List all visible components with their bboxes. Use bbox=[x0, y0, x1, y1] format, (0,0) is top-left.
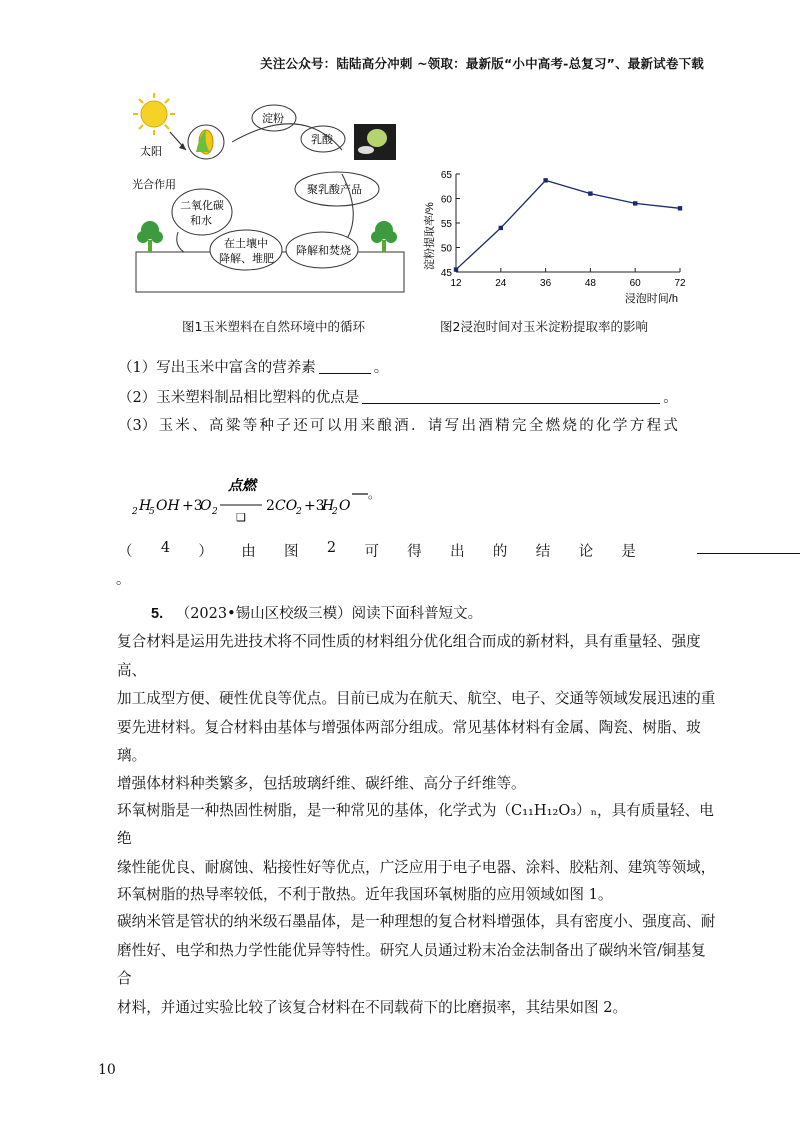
question-char: 结 bbox=[535, 544, 551, 560]
question-char: 方 bbox=[629, 418, 645, 434]
question-char: 以 bbox=[326, 418, 342, 434]
figure1-caption: 图1玉米塑料在自然环境中的循环 bbox=[182, 319, 365, 334]
eq-H: H bbox=[139, 498, 152, 514]
x-tick-label: 48 bbox=[584, 278, 596, 289]
eq-plus2: +3 bbox=[304, 498, 325, 514]
question-char: 来 bbox=[360, 418, 375, 434]
eq-sub2c: 2 bbox=[296, 507, 302, 517]
figure2-caption: 图2浸泡时间对玉米淀粉提取率的影响 bbox=[440, 319, 648, 334]
question-char: 精 bbox=[495, 418, 510, 434]
question-char: ． bbox=[410, 418, 426, 434]
y-tick-label: 50 bbox=[440, 243, 452, 255]
eq-O2: O bbox=[339, 498, 351, 514]
question-char: 由 bbox=[241, 544, 256, 560]
question-char: 米 bbox=[175, 418, 190, 434]
article-line: 复合材料是运用先进技术将不同性质的材料组分优化组合而成的新材料，具有重量轻、强度高、 bbox=[117, 633, 701, 679]
question-char: 可 bbox=[364, 544, 379, 560]
y-tick-label: 45 bbox=[440, 268, 452, 279]
starch-extraction-chart bbox=[418, 160, 688, 310]
question-char: （ bbox=[118, 544, 133, 560]
period: 。 bbox=[373, 360, 389, 376]
question-3 bbox=[118, 414, 678, 435]
eq-OH: OH bbox=[156, 498, 180, 514]
question-char: 论 bbox=[578, 544, 594, 560]
eq-placeholder-box: ❑ bbox=[236, 511, 246, 524]
pla-product-label: 聚乳酸产品 bbox=[307, 184, 362, 196]
question-char: 完 bbox=[511, 418, 527, 434]
answer-blank[interactable] bbox=[319, 359, 371, 374]
x-tick-label: 12 bbox=[450, 278, 462, 289]
eq-sub2d: 2 bbox=[332, 507, 338, 517]
section-5-source: （2023•锡山区校级三模）阅读下面科普短文。 bbox=[175, 606, 483, 622]
section-5-heading bbox=[151, 602, 482, 623]
question-char: 4 bbox=[160, 540, 171, 556]
x-tick-label: 60 bbox=[629, 278, 641, 289]
question-char: 等 bbox=[242, 418, 258, 434]
question-char: 可 bbox=[310, 418, 325, 434]
x-tick-label: 36 bbox=[540, 278, 552, 289]
tree-icon bbox=[137, 221, 163, 252]
y-tick-label: 55 bbox=[440, 219, 452, 230]
question-char: 的 bbox=[579, 418, 594, 434]
answer-blank[interactable] bbox=[362, 389, 660, 404]
eq-tail: 。 bbox=[368, 487, 381, 501]
question-char: 是 bbox=[621, 544, 636, 560]
eq-sub2: 2 bbox=[132, 507, 138, 517]
question-1-text: （1）写出玉米中富含的营养素 bbox=[118, 360, 316, 376]
sun-label: 太阳 bbox=[140, 146, 162, 158]
question-2 bbox=[118, 386, 678, 407]
question-char: （3） bbox=[118, 418, 157, 434]
question-char: 出 bbox=[450, 544, 465, 560]
question-char: 请 bbox=[427, 418, 443, 434]
soil-label-1: 在土壤中 bbox=[224, 238, 268, 250]
question-char: 写 bbox=[444, 418, 460, 434]
eq-CO: CO bbox=[275, 498, 298, 514]
pla-product-photo bbox=[354, 124, 396, 160]
question-char: 粱 bbox=[225, 418, 241, 434]
article-line: 要先进材料。复合材料由基体与增强体两部分组成。常见基体材料有金属、陶瓷、树脂、玻璃。 bbox=[117, 718, 701, 764]
article-line: 增强体材料种类繁多，包括玻璃纤维、碳纤维、高分子纤维等。 bbox=[117, 774, 526, 792]
eq-condition: 点燃 bbox=[228, 478, 256, 494]
section-5-number: 5. bbox=[151, 606, 164, 622]
y-axis-label: 淀粉提取率/% bbox=[424, 202, 436, 270]
question-char: 出 bbox=[461, 418, 476, 434]
question-char: 程 bbox=[646, 418, 662, 434]
degrade-burn-label: 降解和焚烧 bbox=[296, 245, 351, 257]
page-number: 10 bbox=[98, 1062, 116, 1078]
data-point bbox=[588, 191, 592, 195]
article-line: 环氧树脂的热导率较低，不利于散热。近年我国环氧树脂的应用领域如图 1。 bbox=[117, 886, 613, 903]
question-char: 得 bbox=[407, 544, 422, 560]
article-line: 碳纳米管是管状的纳米级石墨晶体，是一种理想的复合材料增强体，具有密度小、强度高、耐 bbox=[117, 913, 716, 930]
question-char: 化 bbox=[596, 418, 611, 434]
tree-icon bbox=[371, 221, 397, 252]
question-char: 酒 bbox=[478, 418, 493, 434]
question-char: 式 bbox=[663, 418, 678, 434]
data-point bbox=[499, 226, 503, 230]
question-char: 玉 bbox=[158, 418, 174, 434]
co2-water-label-1: 二氧化碳 bbox=[180, 200, 224, 212]
sun-icon bbox=[133, 93, 175, 135]
period: 。 bbox=[663, 390, 678, 406]
question-char: 酿 bbox=[377, 418, 392, 434]
question-2-text: （2）玉米塑料制品相比塑料的优点是 bbox=[118, 390, 360, 406]
series-line bbox=[456, 180, 680, 269]
x-axis-label: 浸泡时间/h bbox=[624, 293, 678, 305]
question-char: 烧 bbox=[562, 418, 577, 434]
question-char: 子 bbox=[276, 418, 291, 434]
x-tick-label: 72 bbox=[674, 278, 686, 289]
corn-icon bbox=[188, 125, 224, 159]
data-point bbox=[454, 267, 458, 271]
question-char: 、 bbox=[192, 418, 207, 434]
eq-plus1: +3 bbox=[182, 498, 203, 514]
eq-rhs1: 2 bbox=[266, 498, 275, 514]
question-char: 酒 bbox=[394, 418, 409, 434]
article-line: 环氧树脂是一种热固性树脂，是一种常见的基体，化学式为（C₁₁H₁₂O₃）ₙ，具有质量轻、电绝 bbox=[117, 801, 714, 847]
combustion-equation bbox=[132, 474, 432, 524]
question-4 bbox=[118, 540, 636, 561]
y-tick-label: 60 bbox=[440, 194, 452, 206]
article-line: 磨性好、电学和热力学性能优异等特性。研究人员通过粉末冶金法制备出了碳纳米管/铜基复合 bbox=[117, 941, 706, 987]
question-char: ） bbox=[198, 544, 213, 560]
lactic-acid-label: 乳酸 bbox=[311, 134, 333, 146]
question-char: 用 bbox=[343, 418, 359, 434]
eq-sub2b: 2 bbox=[212, 507, 218, 517]
data-point bbox=[633, 201, 637, 205]
question-char: 燃 bbox=[545, 418, 561, 434]
question-char: 的 bbox=[492, 544, 508, 560]
corn-plastic-cycle-diagram bbox=[132, 92, 412, 302]
question-1 bbox=[118, 356, 388, 377]
starch-label: 淀粉 bbox=[262, 113, 284, 125]
article-line: 加工成型方便、硬性优良等优点。目前已成为在航天、航空、电子、交通等领域发展迅速的重 bbox=[117, 690, 716, 707]
article-text bbox=[117, 628, 717, 1022]
x-tick-label: 24 bbox=[495, 278, 507, 289]
page-header: 关注公众号：陆陆高分冲刺 ~领取：最新版“小中高考-总复习”、最新试卷下载 bbox=[260, 56, 704, 71]
article-line: 材料，并通过实验比较了该复合材料在不同载荷下的比磨损率，其结果如图 2。 bbox=[117, 998, 628, 1016]
eq-O: O bbox=[200, 498, 212, 514]
question-char: 学 bbox=[612, 418, 628, 434]
data-point bbox=[678, 206, 682, 210]
question-char: 还 bbox=[293, 418, 308, 434]
photosynthesis-label: 光合作用 bbox=[132, 179, 176, 191]
period: 。 bbox=[116, 572, 131, 588]
question-char: 2 bbox=[326, 540, 337, 556]
eq-sub5: 5 bbox=[149, 507, 155, 517]
question-char: 种 bbox=[259, 418, 275, 434]
data-point bbox=[543, 178, 547, 182]
y-tick-label: 65 bbox=[440, 170, 452, 181]
question-char: 全 bbox=[528, 418, 544, 434]
article-line: 缘性能优良、耐腐蚀、粘接性好等优点，广泛应用于电子电器、涂料、胶粘剂、建筑等领域， bbox=[117, 858, 716, 876]
co2-water-label-2: 和水 bbox=[190, 215, 212, 227]
answer-blank[interactable] bbox=[697, 553, 800, 554]
eq-H2: H bbox=[322, 498, 335, 514]
question-char: 高 bbox=[209, 418, 224, 434]
soil-label-2: 降解、堆肥 bbox=[219, 253, 274, 265]
question-char: 图 bbox=[284, 544, 299, 560]
